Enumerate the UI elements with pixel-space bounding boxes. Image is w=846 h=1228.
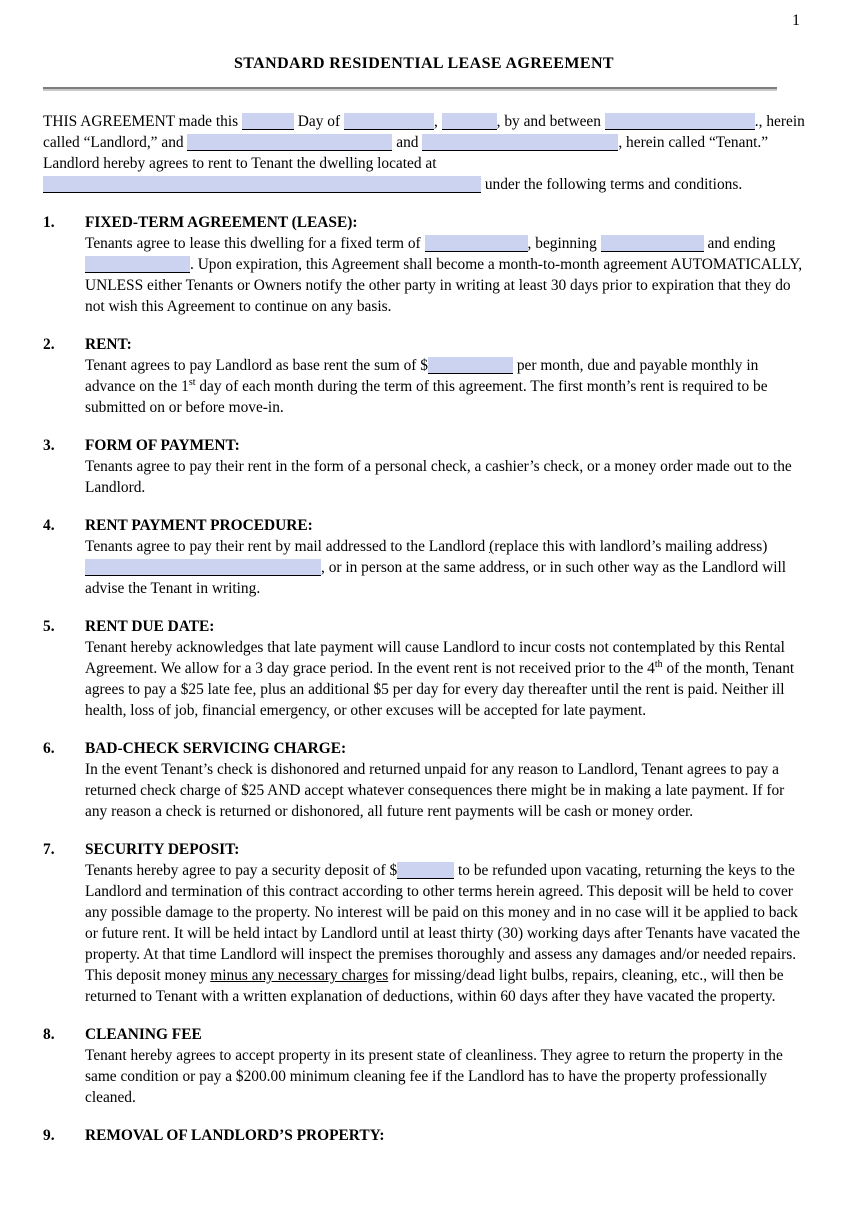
section-body xyxy=(85,759,805,822)
section-body xyxy=(85,860,805,1007)
section-body xyxy=(85,233,805,317)
section-number: 6. xyxy=(43,740,55,757)
year-field[interactable] xyxy=(442,113,497,130)
body-text: Tenants agree to pay their rent by mail addressed to the Landlord xyxy=(85,538,490,555)
section-heading: RENT PAYMENT PROCEDURE: xyxy=(85,517,313,534)
end-date-field[interactable] xyxy=(85,256,190,273)
intro-text: under the following terms and conditions. xyxy=(481,176,743,193)
body-text: . Upon expiration, this Agreement shall become a month-to-month agreement AUTOMATICALLY, UNLESS either Tenants or Owners notify the other party in writing at least 30 days prior to expiration that they do not wish this Agreement to continue on any basis. xyxy=(85,256,803,315)
body-text: Tenants agree to lease this dwelling for a fixed term of xyxy=(85,235,425,252)
body-text: replace this with landlord’s mailing address) xyxy=(494,538,768,555)
section-number: 8. xyxy=(43,1026,55,1043)
tenant-one-name-field[interactable] xyxy=(187,134,392,151)
body-text: Tenants hereby agree to pay a security deposit of $ xyxy=(85,862,398,879)
section-fixed-term-agreement xyxy=(43,212,805,317)
section-heading: FORM OF PAYMENT: xyxy=(85,437,240,454)
landlord-name-field[interactable] xyxy=(605,113,755,130)
body-text: and ending xyxy=(703,235,776,252)
section-body xyxy=(85,1045,805,1108)
body-text: of the month, Tenant agrees to pay a $25 late fee, plus an additional $5 per day for every day thereafter until the rent is paid. Neither ill health, loss of job, financial emergency, or other excuses will be accepted for late payment. xyxy=(85,660,795,719)
underlined-phrase: minus any necessary charges xyxy=(210,967,389,984)
section-heading: BAD-CHECK SERVICING CHARGE: xyxy=(85,740,347,757)
body-text: ( xyxy=(489,538,495,555)
section-rent xyxy=(43,334,805,418)
section-rent-due-date xyxy=(43,616,805,721)
security-deposit-field[interactable] xyxy=(397,862,454,879)
section-body xyxy=(85,536,805,599)
body-text: , beginning xyxy=(527,235,601,252)
ordinal-superscript: th xyxy=(654,658,663,670)
body-text: Tenant hereby acknowledges that late payment will cause Landlord to incur costs not contemplated by this Rental Agreement. We allow for a 3 day grace period. In the event rent is not received prior to the 4 xyxy=(85,639,785,677)
document-title: STANDARD RESIDENTIAL LEASE AGREEMENT xyxy=(234,55,614,72)
tenant-two-name-field[interactable] xyxy=(422,134,618,151)
body-text: for missing/dead light bulbs, repairs, cleaning, etc., will then be returned to Tenant with a written explanation of deductions, within 60 days after they have vacated the property. xyxy=(85,967,784,1005)
section-number: 4. xyxy=(43,517,55,534)
body-text: Tenant hereby agrees to accept property in its present state of cleanliness. They agree to return the property in the same condition or pay a $200.00 minimum cleaning fee if the Landlord has to have the property professionally cleaned. xyxy=(85,1047,783,1106)
section-security-deposit xyxy=(43,839,805,1007)
title-rule xyxy=(43,87,777,91)
landlord-mailing-address-field[interactable] xyxy=(85,559,321,576)
day-field[interactable] xyxy=(242,113,294,130)
section-heading: SECURITY DEPOSIT: xyxy=(85,841,240,858)
lease-term-field[interactable] xyxy=(425,235,528,252)
begin-date-field[interactable] xyxy=(601,235,704,252)
intro-text: and xyxy=(392,134,423,151)
body-text: day of each month during the term of this agreement. The first month’s rent is required to be submitted on or before move-in. xyxy=(85,378,768,416)
body-text: , or in person at the same address, or in such other way as the Landlord will advise the Tenant in writing. xyxy=(85,559,787,597)
monthly-rent-field[interactable] xyxy=(428,357,513,374)
section-body xyxy=(85,456,805,498)
body-text: to be refunded upon vacating, returning the keys to the Landlord and termination of this contract according to other terms herein agreed. This deposit will be held to cover any possible damage to the property. No interest will be paid on this money and in no case will it be applied to back or future rent. It will be held intact by Landlord until at least thirty (30) working days after Tenants have vacated the property. At that time Landlord will inspect the premises thoroughly and assess any damages and/or needed repairs. This deposit money xyxy=(85,862,800,984)
section-number: 9. xyxy=(43,1127,55,1144)
section-form-of-payment xyxy=(43,435,805,498)
body-text: Tenant agrees to pay Landlord as base rent the sum of $ xyxy=(85,357,428,374)
page-number: 1 xyxy=(792,12,800,29)
section-cleaning-fee xyxy=(43,1024,805,1108)
body-text: per month, due and payable monthly in advance on the 1 xyxy=(85,357,759,395)
intro-text: , xyxy=(433,113,442,130)
section-heading: REMOVAL OF LANDLORD’S PROPERTY: xyxy=(85,1127,385,1144)
section-rent-payment-procedure xyxy=(43,515,805,599)
intro-text: THIS AGREEMENT made this xyxy=(43,113,242,130)
intro-text: Day of xyxy=(293,113,344,130)
body-text: In the event Tenant’s check is dishonored and returned unpaid for any reason to Landlord, Tenant agrees to pay a returned check charge of $25 AND accept whatever consequences there might be in making a late payment. If for any reason a check is returned or dishonored, all future rent payments will be cash or money order. xyxy=(85,761,785,820)
month-field[interactable] xyxy=(344,113,434,130)
section-removal-of-landlords-property xyxy=(43,1125,805,1146)
section-heading: FIXED-TERM AGREEMENT (LEASE): xyxy=(85,214,358,231)
section-number: 7. xyxy=(43,841,55,858)
section-heading: CLEANING FEE xyxy=(85,1026,202,1043)
section-heading: RENT: xyxy=(85,336,132,353)
section-bad-check-servicing-charge xyxy=(43,738,805,822)
property-address-field[interactable] xyxy=(43,176,481,193)
section-number: 5. xyxy=(43,618,55,635)
section-body xyxy=(85,637,805,721)
intro-text: , by and between xyxy=(496,113,605,130)
body-text: Tenants agree to pay their rent in the form of a personal check, a cashier’s check, or a money order made out to the Landlord. xyxy=(85,458,792,496)
section-number: 2. xyxy=(43,336,55,353)
section-number: 3. xyxy=(43,437,55,454)
section-heading: RENT DUE DATE: xyxy=(85,618,215,635)
ordinal-superscript: st xyxy=(188,376,196,388)
intro-text: , herein called “Tenant.” Landlord hereby agrees to rent to Tenant the dwelling located at xyxy=(43,134,769,172)
section-number: 1. xyxy=(43,214,55,231)
section-body xyxy=(85,355,805,418)
intro-text: ., herein called “Landlord,” and xyxy=(43,113,805,151)
intro-paragraph xyxy=(43,111,805,195)
